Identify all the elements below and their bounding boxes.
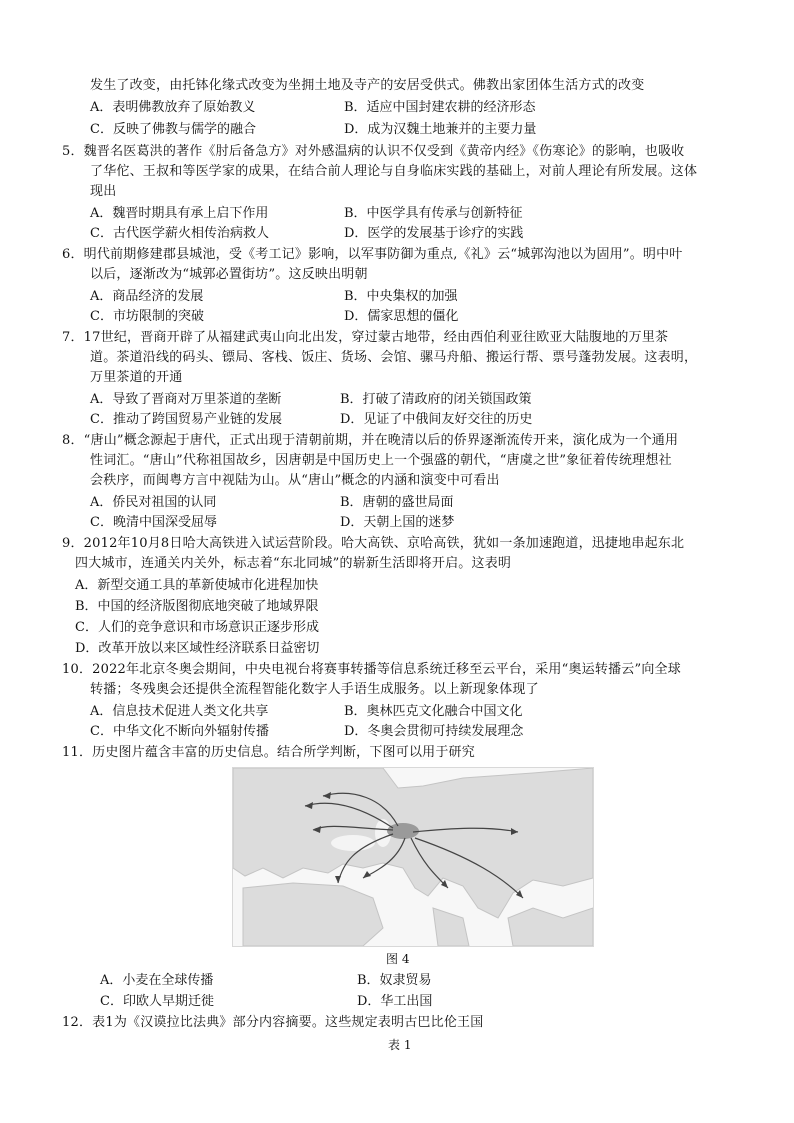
option-d[interactable]: D．医学的发展基于诊疗的实践	[344, 226, 524, 241]
question-5-text: 现出	[90, 184, 117, 199]
option-c[interactable]: C．人们的竞争意识和市场意识正逐步形成	[75, 620, 319, 635]
question-6-text: 以后，逐渐改为“城郭必置街坊”。这反映出明朝	[90, 267, 368, 282]
option-a[interactable]: A．信息技术促进人类文化共享	[90, 704, 269, 719]
option-a[interactable]: A．表明佛教放弃了原始教义	[90, 100, 256, 115]
question-9-text: 四大城市，连通关内关外，标志着“东北同城”的崭新生活即将开启。这表明	[75, 556, 512, 571]
option-b[interactable]: B．中央集权的加强	[344, 289, 458, 304]
option-a[interactable]: A．侨民对祖国的认同	[90, 495, 217, 510]
option-a[interactable]: A．新型交通工具的革新使城市化进程加快	[75, 578, 319, 593]
option-c[interactable]: C．推动了跨国贸易产业链的发展	[90, 412, 282, 427]
question-12-text: 12．表1为《汉谟拉比法典》部分内容摘要。这些规定表明古巴比伦王国	[62, 1015, 484, 1030]
option-a[interactable]: A．小麦在全球传播	[100, 973, 214, 988]
option-d[interactable]: D．儒家思想的僵化	[344, 309, 459, 324]
question-8-text: 8．“唐山”概念源起于唐代，正式出现于清朝前期，并在晚清以后的侨界逐渐流传开来，演化成为一个通用	[62, 433, 679, 448]
question-7-text: 道。茶道沿线的码头、镖局、客栈、饭庄、货场、会馆、骡马舟船、搬运行帮、票号蓬勃发展。这表明，	[90, 350, 698, 365]
option-c[interactable]: C．晚清中国深受屈辱	[90, 515, 217, 530]
option-d[interactable]: D．成为汉魏土地兼并的主要力量	[344, 122, 537, 137]
option-a[interactable]: A．魏晋时期具有承上启下作用	[90, 206, 269, 221]
question-5-text: 5．魏晋名医葛洪的著作《肘后备急方》对外感温病的认识不仅受到《黄帝内经》《伤寒论》的影响，也吸收	[62, 144, 685, 159]
map-illustration	[233, 768, 593, 946]
question-11-text: 11．历史图片蕴含丰富的历史信息。结合所学判断，下图可以用于研究	[62, 745, 475, 760]
option-d[interactable]: D．冬奥会贯彻可持续发展理念	[344, 724, 524, 739]
option-a[interactable]: A．商品经济的发展	[90, 289, 204, 304]
option-b[interactable]: B．打破了清政府的闭关锁国政策	[340, 392, 532, 407]
question-9-text: 9．2012年10月8日哈大高铁进入试运营阶段。哈大高铁、京哈高铁，犹如一条加速跑道，迅捷地串起东北	[62, 536, 685, 551]
question-text: 发生了改变，由托钵化缘式改变为坐拥土地及寺产的安居受供式。佛教出家团体生活方式的改变	[90, 78, 645, 93]
option-c[interactable]: C．市坊限制的突破	[90, 309, 204, 324]
migration-map-figure	[232, 767, 594, 947]
question-5-text: 了华佗、王叔和等医学家的成果，在结合前人理论与自身临床实践的基础上，对前人理论有所发展。这体	[90, 164, 698, 179]
option-d[interactable]: D．见证了中俄间友好交往的历史	[340, 412, 533, 427]
option-d[interactable]: D．天朝上国的迷梦	[340, 515, 455, 530]
question-6-text: 6．明代前期修建郡县城池，受《考工记》影响，以军事防御为重点,《礼》云“城郭沟池以为固用”。明中叶	[62, 247, 683, 262]
option-b[interactable]: B．中医学具有传承与创新特征	[344, 206, 523, 221]
question-10-text: 转播；冬残奥会还提供全流程智能化数字人手语生成服务。以上新现象体现了	[90, 682, 539, 697]
option-b[interactable]: B．奴隶贸易	[357, 973, 432, 988]
question-7-text: 7．17世纪，晋商开辟了从福建武夷山向北出发，穿过蒙古地带，经由西伯利亚往欧亚大陆腹地的万里茶	[62, 330, 669, 345]
question-7-text: 万里茶道的开通	[90, 370, 183, 385]
question-8-text: 会秩序，而闽粤方言中视陆为山。从“唐山”概念的内涵和演变中可看出	[90, 473, 500, 488]
option-b[interactable]: B．唐朝的盛世局面	[340, 495, 454, 510]
option-d[interactable]: D．改革开放以来区域性经济联系日益密切	[75, 641, 320, 656]
figure-caption: 图 4	[386, 952, 410, 966]
table-caption: 表 1	[388, 1038, 412, 1052]
question-8-text: 性词汇。“唐山”代称祖国故乡，因唐朝是中国历史上一个强盛的朝代，“唐虞之世”象征着传统理想社	[90, 453, 672, 468]
question-10-text: 10．2022年北京冬奥会期间，中央电视台将赛事转播等信息系统迁移至云平台，采用“奥运转播云”向全球	[62, 662, 681, 677]
option-c[interactable]: C．古代医学薪火相传治病救人	[90, 226, 269, 241]
option-a[interactable]: A．导致了晋商对万里茶道的垄断	[90, 392, 282, 407]
option-b[interactable]: B．适应中国封建农耕的经济形态	[344, 100, 536, 115]
option-c[interactable]: C．印欧人早期迁徙	[100, 994, 214, 1009]
option-c[interactable]: C．中华文化不断向外辐射传播	[90, 724, 269, 739]
option-b[interactable]: B．中国的经济版图彻底地突破了地域界限	[75, 599, 319, 614]
option-b[interactable]: B．奥林匹克文化融合中国文化	[344, 704, 523, 719]
option-d[interactable]: D．华工出国	[357, 994, 433, 1009]
option-c[interactable]: C．反映了佛教与儒学的融合	[90, 122, 256, 137]
